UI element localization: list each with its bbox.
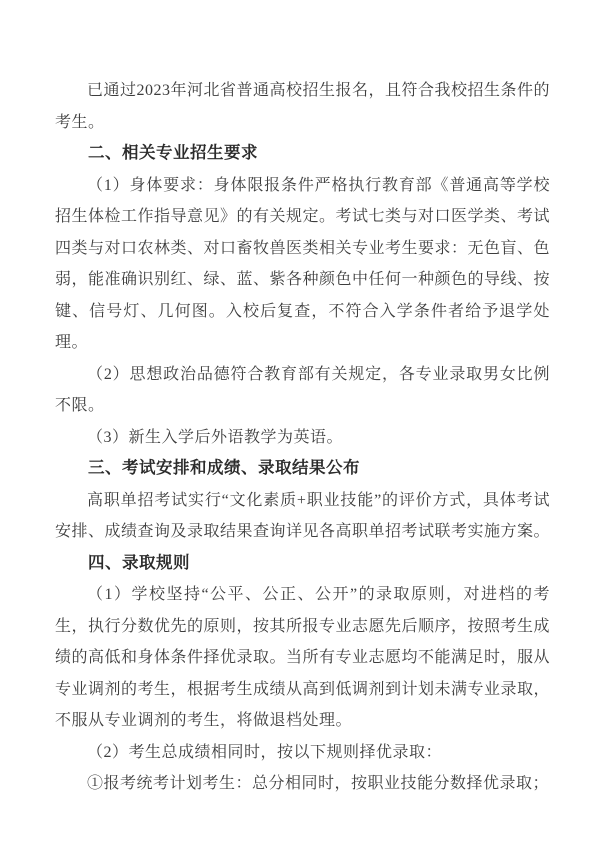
section-heading-2-requirements: 二、相关专业招生要求 [88,144,258,162]
paragraph-political-morality: （2）思想政治品德符合教育部有关规定，各专业录取男女比例不限。 [55,365,550,414]
paragraph-exam-evaluation: 高职单招考试实行“文化素质+职业技能”的评价方式，具体考试安排、成绩查询及录取结果查询详见各高职单招考试联考实施方案。 [55,491,551,540]
paragraph-foreign-language: （3）新生入学后外语教学为英语。 [87,428,344,446]
paragraph-admission-principle: （1）学校坚持“公平、公正、公开”的录取原则，对进档的考生，执行分数优先的原则，按其所报专业志愿先后顺序，按照考生成绩的高低和身体条件择优录取。当所有专业志愿均不能满足时，服从专业调剂的考生，根据考生成绩从高到低调剂到计划未满专业录取，不服从专业调剂的考生，将做退档处理。 [55,586,551,729]
section-heading-4-admission-rules: 四、录取规则 [88,553,190,572]
paragraph-intro-eligibility: 已通过2023年河北省普通高校招生报名，且符合我校招生条件的考生。 [55,82,551,131]
paragraph-tie-break-rule-1: ①报考统考计划考生：总分相同时，按职业技能分数择优录取； [87,775,550,792]
paragraph-tie-break-intro: （2）考生总成绩相同时，按以下规则择优录取： [87,743,443,761]
paragraph-physical-requirements: （1）身体要求：身体限报条件严格执行教育部《普通高等学校招生体检工作指导意见》的有关规定。考试七类与对口医学类、考试四类与对口农林类、对口畜牧兽医类相关专业考生要求：无色盲、色弱，能准确识别红、绿、蓝、紫各种颜色中任何一种颜色的导线、按键、信号灯、几何图。入校后复查，不符合入学条件者给予退学处理。 [55,176,551,351]
section-heading-3-exam-results: 三、考试安排和成绩、录取结果公布 [88,459,360,477]
document-body [55,75,550,800]
